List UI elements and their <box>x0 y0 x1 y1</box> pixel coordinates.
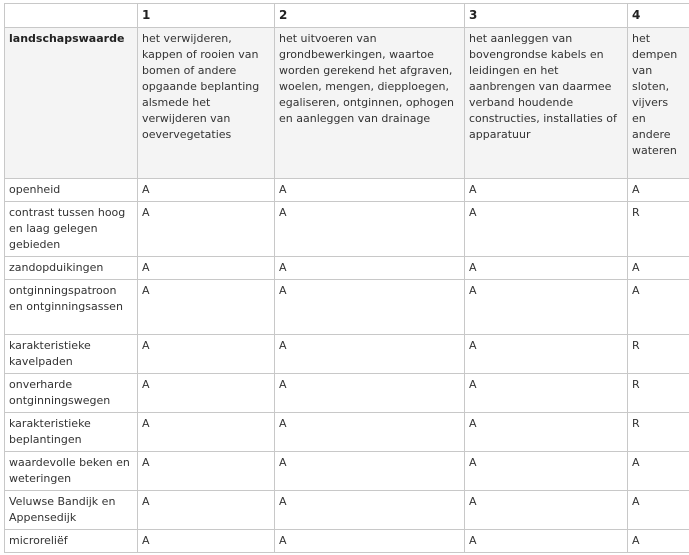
row-header-label: landschapswaarde <box>5 28 138 179</box>
table-row <box>5 257 689 280</box>
column-number-row <box>5 4 689 28</box>
table-row <box>5 280 689 335</box>
cell-value: A <box>138 452 275 491</box>
landscape-values-table <box>4 3 689 553</box>
table-row <box>5 491 689 530</box>
cell-value: A <box>275 335 465 374</box>
row-label: openheid <box>5 179 138 202</box>
cell-value: A <box>275 452 465 491</box>
row-label: zandopduikingen <box>5 257 138 280</box>
cell-value: R <box>628 413 689 452</box>
cell-value: A <box>275 413 465 452</box>
cell-value: A <box>465 530 628 553</box>
cell-value: A <box>465 179 628 202</box>
column-header-3: 3 <box>465 4 628 28</box>
cell-value: A <box>138 335 275 374</box>
activity-description: het dempen van sloten, vijvers en andere wateren <box>628 28 689 179</box>
cell-value: A <box>465 491 628 530</box>
cell-value: A <box>465 202 628 257</box>
table-row <box>5 374 689 413</box>
table-row <box>5 335 689 374</box>
row-label: karakteristieke kavelpaden <box>5 335 138 374</box>
cell-value: A <box>465 280 628 335</box>
cell-value: A <box>275 179 465 202</box>
cell-value: A <box>138 374 275 413</box>
table-row <box>5 530 689 553</box>
cell-value: A <box>138 257 275 280</box>
cell-value: A <box>275 374 465 413</box>
cell-value: A <box>138 413 275 452</box>
cell-value: A <box>465 413 628 452</box>
cell-value: A <box>465 374 628 413</box>
cell-value: R <box>628 335 689 374</box>
row-label: ontginningspatroon en ontginningsassen <box>5 280 138 335</box>
cell-value: A <box>465 452 628 491</box>
cell-value: A <box>275 257 465 280</box>
cell-value: A <box>138 280 275 335</box>
activity-description: het uitvoeren van grondbewerkingen, waartoe worden gerekend het afgraven, woelen, mengen, diepploegen, egaliseren, ontginnen, ophogen en aanleggen van drainage <box>275 28 465 179</box>
column-header-4: 4 <box>628 4 689 28</box>
table-row <box>5 413 689 452</box>
row-label: contrast tussen hoog en laag gelegen gebieden <box>5 202 138 257</box>
cell-value: A <box>465 335 628 374</box>
cell-value: A <box>628 530 689 553</box>
cell-value: A <box>275 530 465 553</box>
cell-value: A <box>628 257 689 280</box>
cell-value: A <box>138 491 275 530</box>
table-row <box>5 179 689 202</box>
cell-value: A <box>628 491 689 530</box>
cell-value: A <box>628 452 689 491</box>
cell-value: A <box>138 179 275 202</box>
activity-description: het aanleggen van bovengrondse kabels en leidingen en het aanbrengen van daarmee verband houdende constructies, installaties of apparatuur <box>465 28 628 179</box>
column-header-1: 1 <box>138 4 275 28</box>
row-label: onverharde ontginningswegen <box>5 374 138 413</box>
row-label: Veluwse Bandijk en Appensedijk <box>5 491 138 530</box>
column-header-2: 2 <box>275 4 465 28</box>
cell-value: A <box>275 491 465 530</box>
cell-value: A <box>138 202 275 257</box>
cell-value: A <box>465 257 628 280</box>
cell-value: A <box>275 280 465 335</box>
row-label: karakteristieke beplantingen <box>5 413 138 452</box>
row-label: waardevolle beken en weteringen <box>5 452 138 491</box>
cell-value: A <box>275 202 465 257</box>
table-row <box>5 202 689 257</box>
cell-value: R <box>628 202 689 257</box>
cell-value: A <box>628 280 689 335</box>
activity-description: het verwijderen, kappen of rooien van bomen of andere opgaande beplanting alsmede het verwijderen van oevervegetaties <box>138 28 275 179</box>
row-label: microreliëf <box>5 530 138 553</box>
cell-value: A <box>628 179 689 202</box>
column-header-blank <box>5 4 138 28</box>
table-row <box>5 452 689 491</box>
cell-value: A <box>138 530 275 553</box>
activity-description-row <box>5 28 689 179</box>
cell-value: R <box>628 374 689 413</box>
